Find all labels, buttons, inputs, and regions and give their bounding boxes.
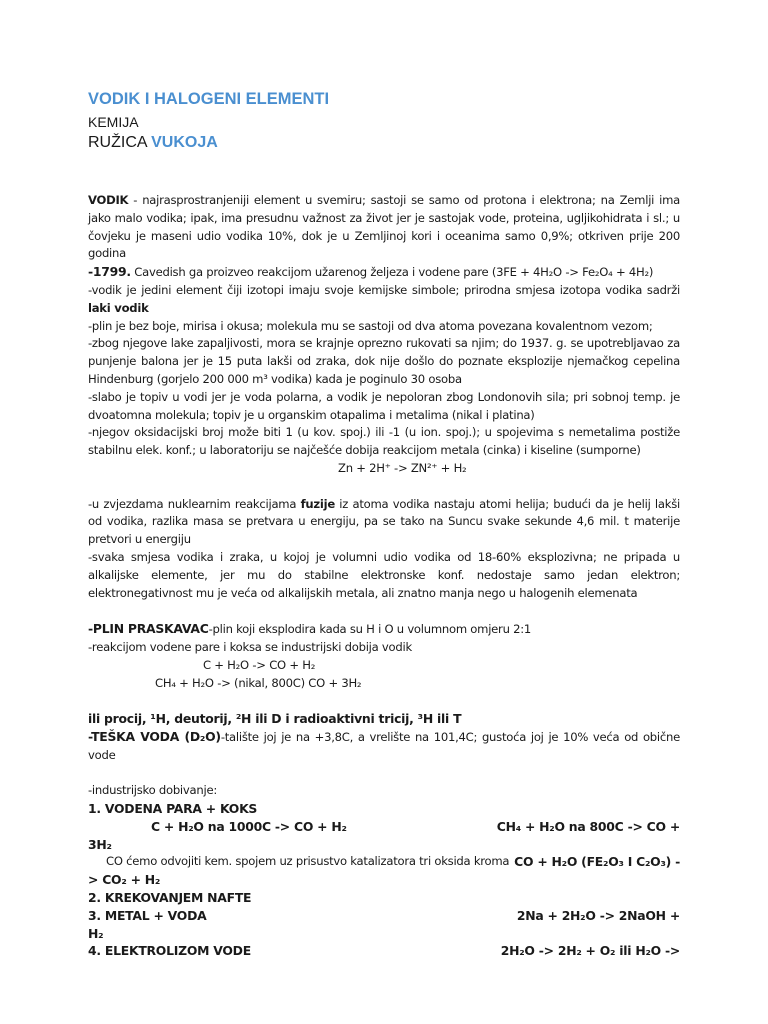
document-author: [88, 134, 680, 152]
paragraph-1799: [88, 263, 680, 282]
praskavac-label: -PLIN PRASKAVAC: [88, 621, 209, 637]
paragraph-flammability: -zbog njegove lake zapaljivosti, mora se krajnje oprezno rukovati sa njim; do 1937. g. se upotrebljavao za punjenje balona jer je 15 puta lakši od zraka, dok nije došlo do poznate eksplozije njemačkog cepelina Hindenburg (gorjelo 200 000 m³ vodika) kada je poginulo 30 osoba: [88, 336, 680, 386]
vodik-label: VODIK: [88, 193, 129, 207]
method-1-equation-continued: 3H₂: [88, 836, 112, 852]
paragraph-text: -u zvjezdama nuklearnim reakcijama: [88, 496, 301, 511]
method-1-equations: [88, 818, 680, 836]
document-body: [88, 192, 680, 960]
author-last-name: VUKOJA: [151, 134, 218, 151]
method-heading-2: 2. KREKOVANJEM NAFTE: [88, 890, 252, 906]
laki-vodik-label: laki vodik: [88, 300, 149, 315]
year-label: -1799.: [88, 264, 131, 280]
method-1-note-text: CO ćemo odvojiti kem. spojem uz prisustvo katalizatora tri oksida kroma: [106, 854, 510, 869]
heavy-water-label: -TEŠKA VODA (D₂O): [88, 728, 221, 744]
equation-carbon: C + H₂O -> CO + H₂: [203, 657, 316, 672]
method-1-note-continued: > CO₂ + H₂: [88, 872, 161, 888]
method-heading-1: 1. VODENA PARA + KOKS: [88, 801, 258, 817]
paragraph-text: - najrasprostranjeniji element u svemiru; sastoji se samo od protona i elektrona; na Zemlji ima jako malo vodika; ipak, ima presudnu važnost za život jer je sastojak vode, proteina, ugljikohidrata i sl.; u čovjeku je maseni udio vodika 10%, dok je u Zemljinoj kori i oceanima samo 0,9%; otkriven prije 200 godina: [88, 193, 680, 261]
paragraph-isotopes: [88, 282, 680, 318]
method-heading-4: 4. ELEKTROLIZOM VODE: [88, 943, 251, 959]
paragraph-fusion: [88, 496, 680, 549]
method-1-equation-right: CH₄ + H₂O na 800C -> CO +: [496, 818, 680, 834]
isotopes-line: ili procij, ¹H, deutorij, ²H ili D i radioaktivni tricij, ³H ili T: [88, 711, 462, 727]
author-first-name: RUŽICA: [88, 134, 147, 151]
method-1-equation-left: C + H₂O na 1000C -> CO + H₂: [151, 818, 347, 834]
paragraph-text: iz atoma vodika nastaju atomi helija; budući da je helij lakši od vodika, razlika masa se pretvara u energiju, pa se tako na Suncu svake sekunde 4,6 mil. t materije pretvori u energiju: [88, 496, 680, 547]
paragraph-text: -vodik je jedini element čiji izotopi imaju svoje kemijske simbole; prirodna smjesa izotopa vodika sadrži: [88, 282, 680, 297]
document-subject: KEMIJA: [88, 114, 139, 130]
method-4-equation: 2H₂O -> 2H₂ + O₂ ili H₂O ->: [500, 943, 680, 959]
equation-methane: CH₄ + H₂O -> (nikal, 800C) CO + 3H₂: [155, 675, 362, 690]
document-title: VODIK I HALOGENI ELEMENTI: [88, 90, 330, 108]
paragraph-vodik-intro: [88, 192, 680, 263]
paragraph-solubility: -slabo je topiv u vodi jer je voda polarna, a vodik je nepoloran zbog Londonovih sila; pri sobnoj temp. je dvoatomna molekula; topiv je u organskim otapalima i metalima (nikal i platina): [88, 389, 680, 422]
paragraph-text: -plin koji eksplodira kada su H i O u volumnom omjeru 2:1: [208, 622, 532, 637]
paragraph-mixture: -svaka smjesa vodika i zraka, u kojoj je volumni udio vodika od 18-60% eksplozivna; ne pripada u alkalijske elemente, jer mu do stabilne elektronske konf. nedostaje samo jedan elektron; elektronegativnost mu je veća od alkalijskih metala, ali znatno manja nego u halogenih elemenata: [88, 549, 680, 600]
equation-zinc: Zn + 2H⁺ -> ZN²⁺ + H₂: [338, 460, 467, 475]
fuzije-label: fuzije: [300, 496, 335, 511]
method-3-line: [88, 907, 680, 925]
paragraph-industrial: -industrijsko dobivanje:: [88, 783, 217, 798]
paragraph-text: Cavedish ga proizveo reakcijom užarenog željeza i vodene pare (3FE + 4H₂O -> Fe₂O₄ + 4H₂): [130, 265, 654, 280]
method-heading-3: 3. METAL + VODA: [88, 907, 207, 923]
paragraph-praskavac: [88, 620, 680, 639]
method-3-equation: 2Na + 2H₂O -> 2NaOH +: [516, 907, 680, 923]
paragraph-koks: -reakcijom vodene pare i koksa se industrijski dobija vodik: [88, 639, 412, 654]
paragraph-oxidation: -njegov oksidacijski broj može biti 1 (u kov. spoj.) ili -1 (u ion. spoj.); u spojevima s nemetalima postiže stabilnu elek. konf.; u laboratoriju se najčešće dobija reakcijom metala (cinka) i kiseline (sumporne): [88, 425, 680, 458]
method-3-equation-continued: H₂: [88, 925, 104, 941]
paragraph-text: -talište joj je na +3,8C, a vrelište na 101,4C; gustoća joj je 10% veća od obične vode: [88, 729, 680, 762]
method-1-note-equation: CO + H₂O (FE₂O₃ I C₂O₃) -: [514, 854, 680, 870]
paragraph-heavy-water: [88, 728, 680, 765]
document-header: [88, 90, 680, 152]
paragraph-properties: -plin je bez boje, mirisa i okusa; molekula mu se sastoji od dva atoma povezana kovalentnom vezom;: [88, 318, 653, 333]
method-4-line: [88, 942, 680, 960]
method-1-note: [88, 853, 680, 871]
